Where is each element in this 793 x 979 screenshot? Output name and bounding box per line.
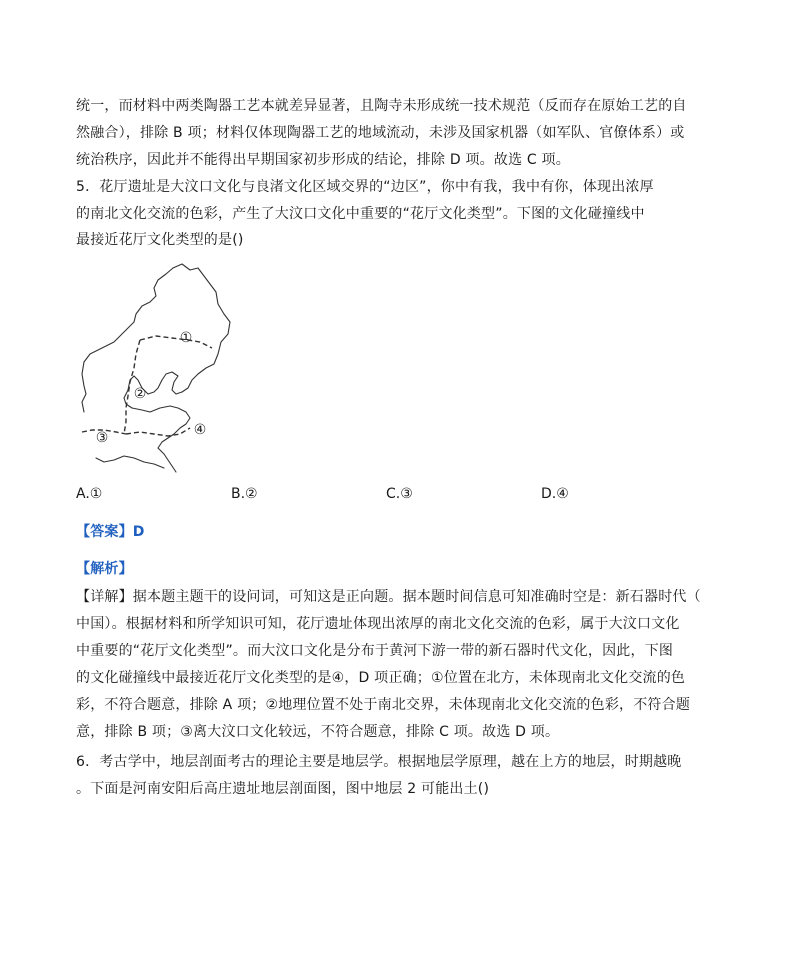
detail-line-4: 的文化碰撞线中最接近花厅文化类型的是④，D 项正确；①位置在北方，未体现南北文化交流的色 <box>76 670 686 686</box>
option-c[interactable]: C.③ <box>386 486 413 502</box>
q5-stem-line-3: 最接近花厅文化类型的是() <box>76 232 244 248</box>
option-d[interactable]: D.④ <box>541 486 569 502</box>
q5-stem-line-1: 5．花厅遗址是大汶口文化与良渚文化区域交界的“边区”，你中有我，我中有你，体现出浓厚 <box>76 179 654 195</box>
option-a[interactable]: A.① <box>76 486 103 502</box>
map-label-4: ④ <box>193 422 207 438</box>
culture-collision-map <box>78 262 238 474</box>
detail-line-5: 彩，不符合题意，排除 A 项；②地理位置不处于南北交界，未体现南北文化交流的色彩，不符合题 <box>76 697 691 713</box>
q5-stem-line-2: 的南北文化交流的色彩，产生了大汶口文化中重要的“花厅文化类型”。下图的文化碰撞线中 <box>76 206 645 222</box>
map-label-3: ③ <box>95 430 109 446</box>
q6-stem-line-1: 6．考古学中，地层剖面考古的理论主要是地层学。根据地层学原理，越在上方的地层，时期越晚 <box>76 754 682 770</box>
map-label-2: ② <box>133 386 147 402</box>
intro-line-3: 统治秩序，因此并不能得出早期国家初步形成的结论，排除 D 项。故选 C 项。 <box>76 152 570 168</box>
option-b[interactable]: B.② <box>231 486 258 502</box>
intro-line-1: 统一，而材料中两类陶器工艺本就差异显著，且陶寺未形成统一技术规范（反而存在原始工艺的自 <box>76 98 687 114</box>
detail-line-6: 意，排除 B 项；③离大汶口文化较远，不符合题意，排除 C 项。故选 D 项。 <box>76 724 560 740</box>
map-label-1: ① <box>179 330 193 346</box>
detail-line-1: 【详解】据本题主题干的设问词，可知这是正向题。据本题时间信息可知准确时空是：新石器时代（ <box>76 589 701 605</box>
detail-line-3: 中重要的“花厅文化类型”。而大汶口文化是分布于黄河下游一带的新石器时代文化，因此，下图 <box>76 643 674 659</box>
answer-label: 【答案】D <box>76 524 145 540</box>
analysis-label: 【解析】 <box>76 561 133 577</box>
intro-line-2: 然融合），排除 B 项；材料仅体现陶器工艺的地域流动，未涉及国家机器（如军队、官僚体系）或 <box>76 125 685 141</box>
q6-stem-line-2: 。下面是河南安阳后高庄遗址地层剖面图，图中地层 2 可能出土() <box>76 781 490 797</box>
detail-line-2: 中国）。根据材料和所学知识可知，花厅遗址体现出浓厚的南北文化交流的色彩，属于大汶口文化 <box>76 616 680 632</box>
